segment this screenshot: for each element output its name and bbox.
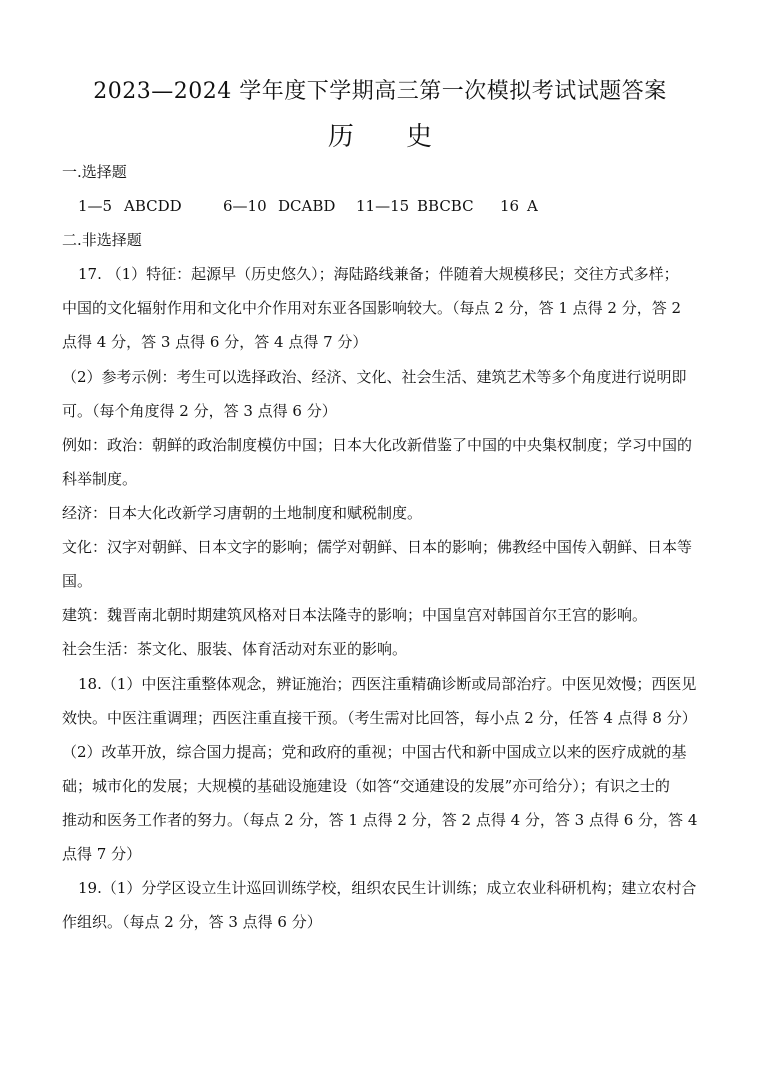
answer-line: （2）参考示例：考生可以选择政治、经济、文化、社会生活、建筑艺术等多个角度进行说明即 [62, 368, 687, 386]
answer-line: 推动和医务工作者的努力。（每点 2 分，答 1 点得 2 分，答 2 点得 4 分，答 3 点得 6 分，答 4 [62, 811, 698, 829]
answer-group: 1—5 ABCDD [78, 197, 182, 215]
answer-line: 建筑：魏晋南北朝时期建筑风格对日本法隆寺的影响；中国皇宫对韩国首尔王宫的影响。 [62, 606, 648, 624]
choice-answers-row [78, 196, 718, 216]
answer-group: 11—15 BBCBC [356, 197, 474, 215]
answer-line: 中国的文化辐射作用和文化中介作用对东亚各国影响较大。（每点 2 分，答 1 点得 2 分，答 2 [62, 299, 682, 317]
answer-line: 例如：政治：朝鲜的政治制度模仿中国；日本大化改新借鉴了中国的中央集权制度；学习中国的 [62, 436, 693, 454]
answer-line: 效快。中医注重调理；西医注重直接干预。（考生需对比回答，每小点 2 分，任答 4 点得 8 分） [62, 709, 697, 727]
answer-line: 社会生活：茶文化、服装、体育活动对东亚的影响。 [62, 640, 408, 658]
answer-line: 点得 7 分） [62, 845, 142, 863]
section-heading-choice: 一.选择题 [62, 163, 127, 181]
answer-line: 科举制度。 [62, 470, 138, 488]
answer-group: 6—10 DCABD [223, 197, 336, 215]
answer-group: 16 A [500, 197, 538, 215]
answer-line: 18.（1）中医注重整体观念，辨证施治；西医注重精确诊断或局部治疗。中医见效慢；西医见 [78, 675, 697, 693]
answer-line: 点得 4 分，答 3 点得 6 分，答 4 点得 7 分） [62, 333, 368, 351]
answer-line: 可。（每个角度得 2 分，答 3 点得 6 分） [62, 402, 337, 420]
answer-line: 础；城市化的发展；大规模的基础设施建设（如答“交通建设的发展”亦可给分）；有识之士的 [62, 777, 670, 795]
answer-line: 17. （1）特征：起源早（历史悠久）；海陆路线兼备；伴随着大规模移民；交往方式多样； [78, 265, 679, 283]
answer-line: 19.（1）分学区设立生计巡回训练学校，组织农民生计训练；成立农业科研机构；建立农村合 [78, 879, 697, 897]
section-heading-nonchoice: 二.非选择题 [62, 231, 142, 249]
answer-line: （2）改革开放，综合国力提高；党和政府的重视；中国古代和新中国成立以来的医疗成就的基 [62, 743, 687, 761]
answer-line: 国。 [62, 572, 93, 590]
answer-line: 经济：日本大化改新学习唐朝的土地制度和赋税制度。 [62, 504, 423, 522]
subject-title: 历 史 [327, 122, 455, 152]
page-title: 2023—2024 学年度下学期高三第一次模拟考试试题答案 [93, 79, 667, 104]
answer-line: 文化：汉字对朝鲜、日本文字的影响；儒学对朝鲜、日本的影响；佛教经中国传入朝鲜、日本等 [62, 538, 693, 556]
answer-line: 作组织。（每点 2 分，答 3 点得 6 分） [62, 913, 322, 931]
